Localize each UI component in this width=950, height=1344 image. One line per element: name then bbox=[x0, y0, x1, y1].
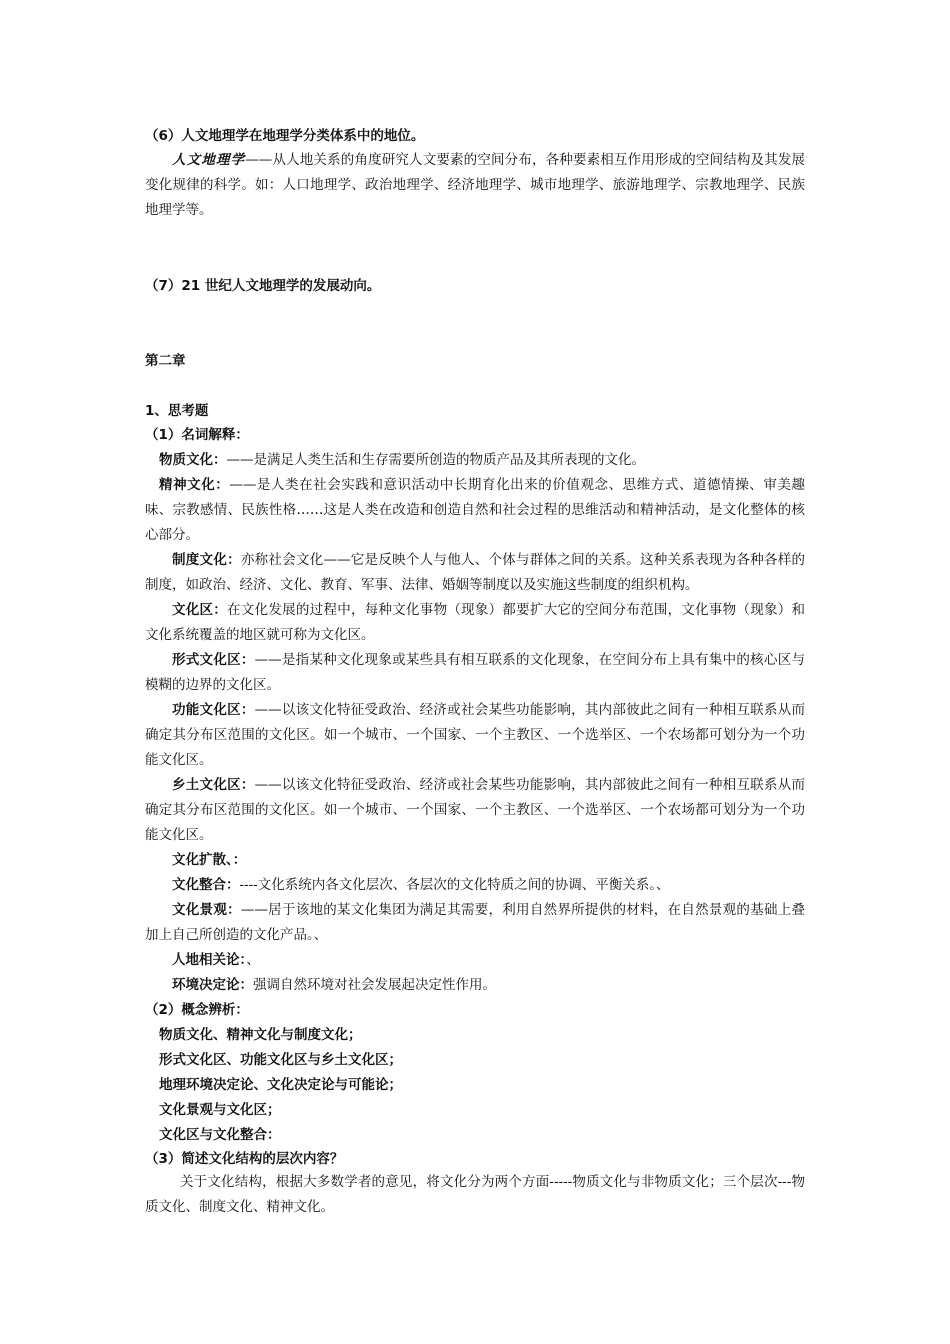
definition-term: 文化整合： bbox=[172, 877, 240, 893]
concept-item: 文化区与文化整合： bbox=[159, 1127, 281, 1143]
definition-term: 精神文化： bbox=[159, 477, 230, 493]
sub-heading-1: （1）名词解释： bbox=[145, 427, 249, 443]
definition-term: 形式文化区： bbox=[172, 652, 255, 668]
concept-item: 地理环境决定论、文化决定论与可能论； bbox=[159, 1077, 402, 1093]
definition-text: ——是满足人类生活和生存需要所创造的物质产品及其所表现的文化。 bbox=[226, 452, 645, 468]
definition-text: ——是指某种文化现象或某些具有相互联系的文化现象，在空间分布上具有集中的核心区与模糊的边界的文化区。 bbox=[145, 652, 806, 693]
definition-text: 在文化发展的过程中，每种文化事物（现象）都要扩大它的空间分布范围，文化事物（现象）和文化系统覆盖的地区就可称为文化区。 bbox=[145, 602, 806, 643]
definition-item bbox=[145, 898, 805, 948]
definition-term: 环境决定论： bbox=[172, 977, 253, 993]
definition-item bbox=[145, 773, 805, 848]
sub-heading-3: （3）简述文化结构的层次内容？ bbox=[145, 1151, 344, 1167]
concept-item: 形式文化区、功能文化区与乡土文化区； bbox=[159, 1052, 402, 1068]
definition-term: 物质文化： bbox=[159, 452, 227, 468]
definition-term: 功能文化区： bbox=[172, 702, 255, 718]
definition-text: ——从人地关系的角度研究人文要素的空间分布，各种要素相互作用形成的空间结构及其发展变化规律的科学。如：人口地理学、政治地理学、经济地理学、城市地理学、旅游地理学、宗教地理学、民族地理学等。 bbox=[145, 152, 806, 218]
definition-text: ——是人类在社会实践和意识活动中长期育化出来的价值观念、思维方式、道德情操、审美趣味、宗教感情、民族性格……这是人类在改造和创造自然和社会过程的思维活动和精神活动，是文化整体的核心部分。 bbox=[145, 477, 806, 543]
definition-item bbox=[145, 448, 805, 473]
definition-text: ----文化系统内各文化层次、各层次的文化特质之间的协调、平衡关系。、 bbox=[239, 877, 670, 893]
definition-item bbox=[145, 873, 805, 898]
chapter-title: 第二章 bbox=[145, 353, 186, 369]
definition-item bbox=[145, 648, 805, 698]
section-6-heading: （6）人文地理学在地理学分类体系中的地位。 bbox=[145, 128, 425, 144]
definition-item bbox=[145, 598, 805, 648]
section-7-heading: （7）21 世纪人文地理学的发展动向。 bbox=[145, 278, 381, 294]
definition-term: 文化区： bbox=[172, 602, 228, 618]
definition-term: 人地相关论： bbox=[172, 952, 247, 968]
definition-term: 文化景观： bbox=[172, 902, 241, 918]
definition-text: ——以该文化特征受政治、经济或社会某些功能影响，其内部彼此之间有一种相互联系从而确定其分布区范围的文化区。如一个城市、一个国家、一个主教区、一个选举区、一个农场都可划分为一个功能文化区。 bbox=[145, 777, 806, 843]
definition-item bbox=[145, 973, 805, 998]
definition-item bbox=[145, 948, 805, 973]
definition-item bbox=[145, 698, 805, 773]
definition-text: ——居于该地的某文化集团为满足其需要，利用自然界所提供的材料，在自然景观的基础上叠加上自己所创造的文化产品。、 bbox=[145, 902, 806, 943]
definition-text: 亦称社会文化——它是反映个人与他人、个体与群体之间的关系。这种关系表现为各种各样的制度，如政治、经济、文化、教育、军事、法律、婚姻等制度以及实施这些制度的组织机构。 bbox=[145, 552, 806, 593]
definition-term: 文化扩散、： bbox=[172, 852, 247, 868]
concept-item: 物质文化、精神文化与制度文化； bbox=[159, 1027, 362, 1043]
definition-item bbox=[145, 473, 805, 548]
definition-item bbox=[145, 848, 805, 873]
definition-text: 强调自然环境对社会发展起决定性作用。 bbox=[253, 977, 496, 993]
sub-heading-2: （2）概念辨析： bbox=[145, 1002, 249, 1018]
question-heading: 1、思考题 bbox=[145, 403, 209, 419]
concept-item: 文化景观与文化区； bbox=[159, 1102, 281, 1118]
definition-term: 乡土文化区： bbox=[172, 777, 255, 793]
answer-paragraph: 关于文化结构，根据大多数学者的意见，将文化分为两个方面-----物质文化与非物质文化；三个层次---物质文化、制度文化、精神文化。 bbox=[145, 1174, 805, 1215]
section-6-definition bbox=[145, 148, 805, 223]
definition-text: ——以该文化特征受政治、经济或社会某些功能影响，其内部彼此之间有一种相互联系从而确定其分布区范围的文化区。如一个城市、一个国家、一个主教区、一个选举区、一个农场都可划分为一个功能文化区。 bbox=[145, 702, 806, 768]
definition-item bbox=[145, 548, 805, 598]
definition-text: 、 bbox=[246, 952, 260, 968]
term-label: 人文地理学 bbox=[172, 152, 246, 168]
definition-term: 制度文化： bbox=[172, 552, 241, 568]
